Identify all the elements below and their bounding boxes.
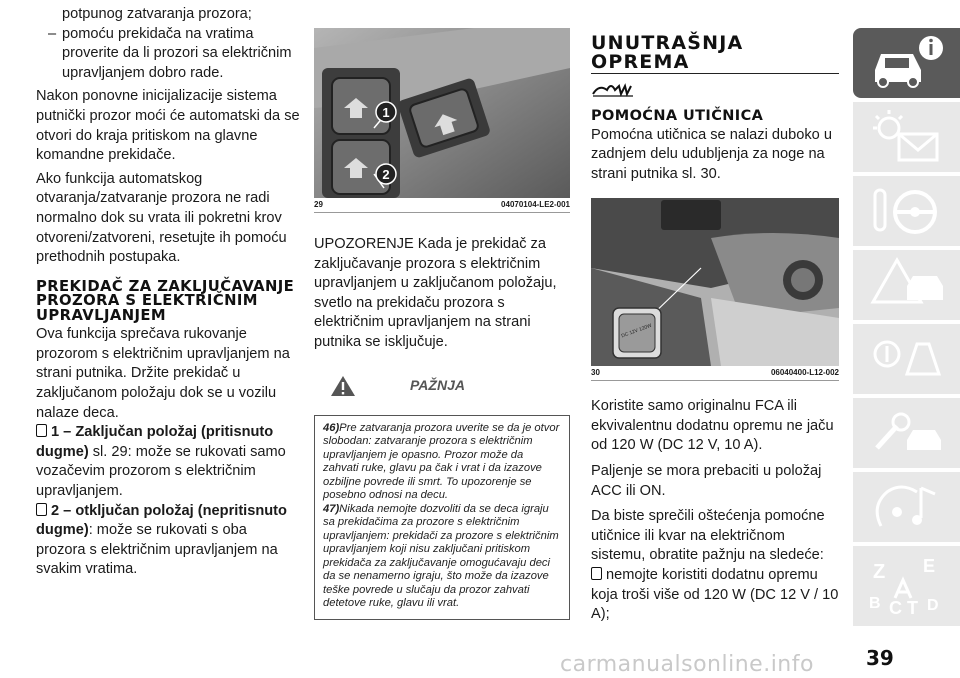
figure-caption xyxy=(591,366,839,381)
paragraph: Ako funkcija automatskog otvaranja/zatvaranje prozora ne radi normalno dok su vrata ili pokretni krov otvoreni/zatvoreni, resetujte ih pomoću prethodnih postupaka. xyxy=(36,170,287,266)
chapter-title-line: UNUTRAŠNJA xyxy=(591,32,744,54)
tab-emergency[interactable] xyxy=(853,324,960,394)
emergency-icon xyxy=(867,330,947,388)
checkbox-bullet-icon xyxy=(36,424,47,437)
tab-maintenance[interactable] xyxy=(853,398,960,468)
warning-text: Nikada nemojte dozvoliti da se deca igraju sa prekidačima za prozore s električnim upravljanjem: prekidači za prozore s električnim upravljanjem koji nisu zaključani pritiskom prekidača za zaključavanje omogućavaju deci da se nenamerno igraju, što može da izazove teške povrede u slučaju da prozor zahvati detetove ruke, glavu ili vrat. xyxy=(323,502,559,610)
item-label: 2 – otključan položaj (nepritisnuto dugme) xyxy=(36,502,287,539)
tab-letter: C xyxy=(889,598,902,618)
chapter-title xyxy=(591,34,839,72)
paragraph: Ova funkcija sprečava rukovanje prozorom s električnim upravljanjem na strani putnika. Držite prekidač u zaključanom položaju dok se u vozilu nalaze deca. xyxy=(36,326,290,421)
section-heading: PREKIDAČ ZA ZAKLJUČAVANJE PROZORA S ELEKTRIČNIM UPRAVLJANJEM xyxy=(36,277,295,324)
figure-29-window-switch-photo xyxy=(314,28,570,198)
item-text: sl. 29: može se rukovati samo vozačevim prozorom s električnim upravljanjem. xyxy=(36,443,286,499)
paragraph: UPOZORENJE Kada je prekidač za zaključavanje prozora s električnim upravljanjem u zaključanom položaju, svetlo na prekidaču prozora s električnim upravljanjem na strani putnika se isključuje. xyxy=(314,236,557,350)
figure-number: 30 xyxy=(591,368,600,378)
item-label: 1 – Zaključan položaj (pritisnuto dugme) xyxy=(36,424,274,460)
tab-letter: D xyxy=(927,597,939,614)
checkbox-bullet-icon xyxy=(591,567,602,580)
figure-caption xyxy=(314,198,570,213)
warning-text: Pre zatvaranja prozora uverite se da je otvor slobodan: zatvaranje prozora s električnim upravljanjem je opasno. Prozor može da zahvati ruke, glavu pa čak i vrat i da izazove ozbiljne povrede ili smrt. To upozorenje se posebno odnosi na decu. xyxy=(323,421,560,502)
tab-multimedia[interactable] xyxy=(853,472,960,542)
lights-messages-icon xyxy=(867,108,947,166)
paragraph: Paljenje se mora prebaciti u položaj ACC ili ON. xyxy=(591,463,822,499)
warning-number: 47) xyxy=(323,502,340,515)
list-item xyxy=(591,566,839,625)
warning-header xyxy=(314,359,570,415)
warning-car-icon xyxy=(867,256,947,314)
tab-letter: T xyxy=(907,598,918,618)
tab-car-info[interactable] xyxy=(853,28,960,98)
paragraph: Da biste sprečili oštećenja pomoćne utičnice ili kvar na električnom sistemu, obratite pažnju na sledeće: xyxy=(591,508,825,564)
paragraph: Koristite samo originalnu FCA ili ekvivalentnu dodatnu opremu ne jaču od 120 W (DC 12 V, 10 A). xyxy=(591,398,834,454)
window-switch-illustration xyxy=(314,28,570,198)
tab-index[interactable] xyxy=(853,546,960,626)
key-steering-icon xyxy=(867,182,947,240)
checkbox-bullet-icon xyxy=(36,503,47,516)
car-info-icon xyxy=(867,34,947,92)
tab-lights-messages[interactable] xyxy=(853,102,960,172)
paragraph: Pomoćna utičnica se nalazi duboko u zadnjem delu udubljenja za noge na strani putnika sl. 30. xyxy=(591,126,832,182)
item-text: : može se rukovati s oba prozora s električnim upravljanjem na svakim vratima. xyxy=(36,522,278,578)
warning-item-47 xyxy=(323,503,561,611)
alphabet-index-icon xyxy=(867,552,947,622)
list-item xyxy=(36,25,300,84)
callout-2: 2 xyxy=(382,167,390,182)
section-heading: POMOĆNA UTIČNICA xyxy=(591,108,764,124)
list-item xyxy=(36,502,300,580)
tab-safety[interactable] xyxy=(853,250,960,320)
auxiliary-outlet-illustration xyxy=(591,198,839,366)
figure-code: 06040400-L12-002 xyxy=(770,368,839,378)
list-item xyxy=(36,423,300,501)
warning-title: PAŽNJA xyxy=(410,376,465,393)
text-column-left xyxy=(36,0,300,580)
warning-number: 46) xyxy=(323,421,340,434)
manual-logo-icon xyxy=(591,80,635,100)
paragraph: potpunog zatvaranja prozora; xyxy=(62,6,252,22)
tab-letter: E xyxy=(923,556,936,576)
text-column-right xyxy=(591,0,839,625)
warning-box xyxy=(314,415,570,620)
figure-number: 29 xyxy=(314,200,323,209)
wrench-car-icon xyxy=(867,404,947,462)
paragraph: Nakon ponovne inicijalizacije sistema putnički prozor moći će automatski da se otvori do kraja pritiskom na glavne komandne prekidače. xyxy=(36,88,300,164)
page-number: 39 xyxy=(866,646,894,670)
svg-text:DC 12V 120W: DC 12V 120W xyxy=(620,323,653,340)
tab-key-start[interactable] xyxy=(853,176,960,246)
list-item-text: nemojte koristiti dodatnu opremu koja troši više od 120 W (DC 12 V / 10 A); xyxy=(591,567,839,623)
figure-code: 04070104-LE2-001 xyxy=(501,200,570,209)
tab-letter: Z xyxy=(873,561,886,583)
figure-30-auxiliary-outlet-photo xyxy=(591,198,839,366)
list-item-text: pomoću prekidača na vratima proverite da li prozori sa električnim upravljanjem dobro rade. xyxy=(62,25,292,81)
list-dash: – xyxy=(48,25,57,42)
warning-triangle-icon xyxy=(330,375,356,397)
text-column-middle xyxy=(314,0,570,620)
multimedia-icon xyxy=(867,478,947,536)
tab-letter: B xyxy=(869,595,881,612)
watermark: carmanualsonline.info xyxy=(560,652,814,677)
chapter-title-line: OPREMA xyxy=(591,51,690,73)
callout-1: 1 xyxy=(382,105,390,120)
warning-item-46 xyxy=(323,422,561,503)
